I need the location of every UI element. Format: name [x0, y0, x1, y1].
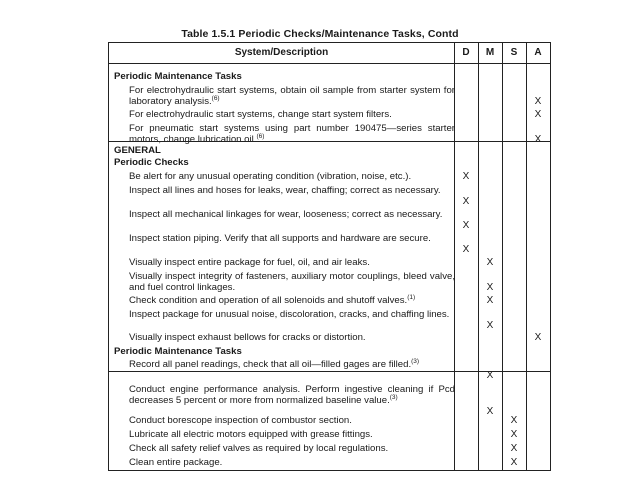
task-description: Check all safety relief valves as required by local regulations.	[129, 443, 389, 454]
section-title: GENERAL	[114, 145, 161, 156]
check-mark-s: X	[510, 457, 518, 468]
check-mark-m: X	[486, 295, 494, 306]
footnote-ref: (3)	[411, 357, 420, 365]
task-description: Visually inspect exhaust bellows for cracks or distortion.	[129, 332, 366, 343]
task-description: Inspect all lines and hoses for leaks, wear, chaffing; correct as necessary.	[129, 185, 441, 196]
footnote-ref: (3)	[389, 393, 398, 401]
header-m: M	[485, 47, 495, 58]
check-mark-m: X	[486, 320, 494, 331]
footnote-ref: (1)	[407, 293, 416, 301]
task-description: Conduct borescope inspection of combustor section.	[129, 415, 352, 426]
footnote-ref: (6)	[211, 94, 220, 102]
task-description: Inspect package for unusual noise, discoloration, cracks, and chaffing lines.	[129, 309, 450, 320]
header-s: S	[510, 47, 518, 58]
task-description: Visually inspect entire package for fuel, oil, and air leaks.	[129, 257, 370, 268]
row-separator	[109, 371, 550, 372]
maintenance-table	[108, 42, 551, 471]
check-mark-m: X	[486, 282, 494, 293]
task-description: Lubricate all electric motors equipped with grease fittings.	[129, 429, 373, 440]
check-mark-a: X	[534, 332, 542, 343]
header-d: D	[462, 47, 470, 58]
check-mark-d: X	[462, 171, 470, 182]
task-description: For electrohydraulic start systems, obtain oil sample from starter system for laboratory analysis.$^{(6)}$	[129, 85, 455, 107]
check-mark-a: X	[534, 134, 542, 145]
check-mark-s: X	[510, 415, 518, 426]
task-description: Be alert for any unusual operating condition (vibration, noise, etc.).	[129, 171, 412, 182]
check-mark-d: X	[462, 220, 470, 231]
section-title: Periodic Maintenance Tasks	[114, 346, 242, 357]
check-mark-a: X	[534, 96, 542, 107]
check-mark-a: X	[534, 109, 542, 120]
header-a: A	[534, 47, 542, 58]
table-header	[109, 43, 550, 64]
task-description: Inspect station piping. Verify that all supports and hardware are secure.	[129, 233, 431, 244]
check-mark-s: X	[510, 429, 518, 440]
check-mark-d: X	[462, 244, 470, 255]
task-description: Visually inspect integrity of fasteners, auxiliary motor couplings, bleed valve, and fuel control linkages.	[129, 271, 455, 293]
check-mark-m: X	[486, 370, 494, 381]
column-divider	[526, 43, 527, 470]
check-mark-m: X	[486, 257, 494, 268]
task-description: For pneumatic start systems using part number 190475—series starter motors, change lubrication oil.$^{(6)}$	[129, 123, 455, 145]
task-description: For electrohydraulic start systems, change start system filters.	[129, 109, 392, 120]
footnote-ref: (6)	[256, 132, 265, 140]
task-description: Record all panel readings, check that all oil—filled gages are filled.$^{(3)}$	[129, 357, 420, 370]
header-description: System/Description	[234, 47, 329, 58]
check-mark-s: X	[510, 443, 518, 454]
task-description: Inspect all mechanical linkages for wear, looseness; correct as necessary.	[129, 209, 443, 220]
row-separator	[109, 141, 550, 142]
check-mark-m: X	[486, 406, 494, 417]
table-caption: Table 1.5.1 Periodic Checks/Maintenance Tasks, Contd	[181, 28, 459, 40]
task-description: Clean entire package.	[129, 457, 223, 468]
task-description: Conduct engine performance analysis. Perform ingestive cleaning if Pcd decreases 5 percent or more from normalized baseline value.$^{(3)}$	[129, 384, 455, 406]
section-title: Periodic Maintenance Tasks	[114, 71, 242, 82]
column-divider	[502, 43, 503, 470]
task-description: Check condition and operation of all solenoids and shutoff valves.$^{(1)}$	[129, 293, 416, 306]
check-mark-d: X	[462, 196, 470, 207]
column-divider	[478, 43, 479, 470]
section-title: Periodic Checks	[114, 157, 189, 168]
